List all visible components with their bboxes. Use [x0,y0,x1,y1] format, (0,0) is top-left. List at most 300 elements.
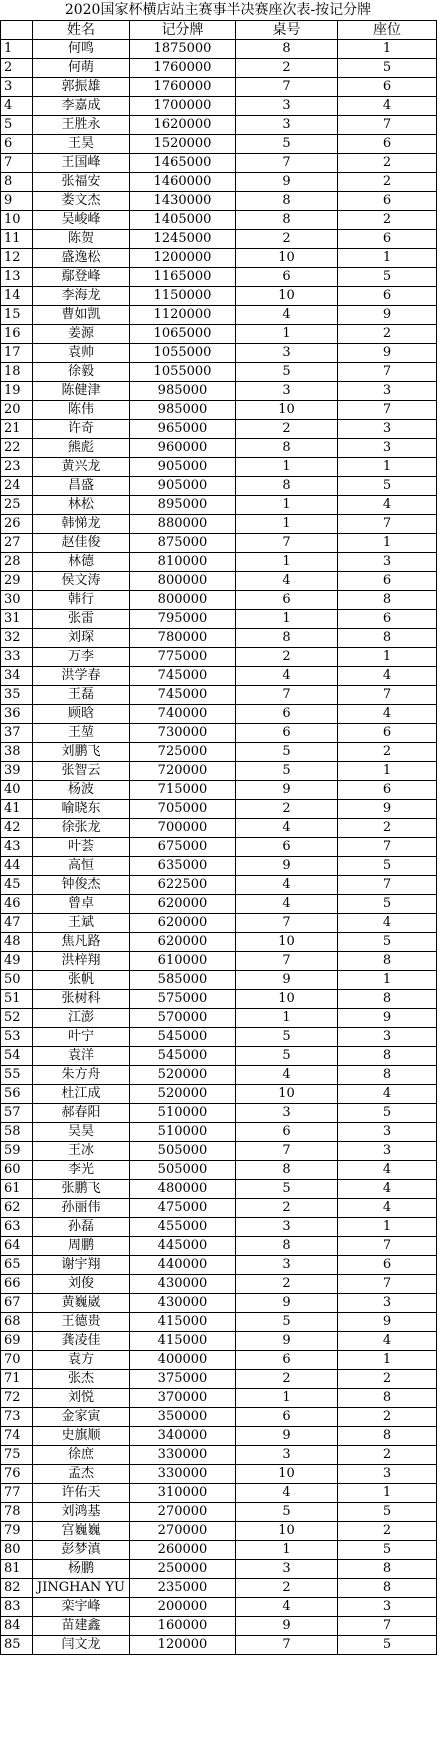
chip-count: 440000 [130,1256,236,1275]
row-index: 68 [1,1313,33,1332]
table-row [1,838,437,857]
row-index: 1 [1,40,33,59]
table-number: 3 [236,1104,338,1123]
seat-number: 4 [338,1161,437,1180]
row-index: 75 [1,1446,33,1465]
row-index: 57 [1,1104,33,1123]
player-name: 刘悦 [33,1389,130,1408]
player-name: 袁方 [33,1351,130,1370]
table-row [1,705,437,724]
player-name: 史旗顺 [33,1427,130,1446]
chip-count: 520000 [130,1085,236,1104]
chip-count: 875000 [130,534,236,553]
table-row [1,914,437,933]
table-number: 9 [236,1617,338,1636]
table-number: 2 [236,1275,338,1294]
table-row [1,1465,437,1484]
row-index: 23 [1,458,33,477]
row-index: 84 [1,1617,33,1636]
player-name: 徐庶 [33,1446,130,1465]
player-name: 叶荟 [33,838,130,857]
row-index: 14 [1,287,33,306]
table-number: 8 [236,629,338,648]
chip-count: 235000 [130,1579,236,1598]
seat-number: 8 [338,1047,437,1066]
row-index: 78 [1,1503,33,1522]
player-name: 郭振雄 [33,78,130,97]
chip-count: 370000 [130,1389,236,1408]
player-name: 陈健津 [33,382,130,401]
seat-number: 6 [338,610,437,629]
table-number: 4 [236,572,338,591]
table-row [1,1237,437,1256]
table-number: 2 [236,1370,338,1389]
chip-count: 455000 [130,1218,236,1237]
player-name: 彭梦滇 [33,1541,130,1560]
chip-count: 400000 [130,1351,236,1370]
row-index: 73 [1,1408,33,1427]
player-name: 昌盛 [33,477,130,496]
row-index: 81 [1,1560,33,1579]
seat-number: 7 [338,686,437,705]
chip-count: 510000 [130,1123,236,1142]
header-table: 桌号 [236,21,338,40]
player-name: 宫巍巍 [33,1522,130,1541]
chip-count: 795000 [130,610,236,629]
table-number: 5 [236,363,338,382]
row-index: 47 [1,914,33,933]
chip-count: 1460000 [130,173,236,192]
row-index: 59 [1,1142,33,1161]
chip-count: 475000 [130,1199,236,1218]
table-number: 4 [236,1066,338,1085]
table-row [1,781,437,800]
row-index: 79 [1,1522,33,1541]
table-row [1,1275,437,1294]
table-row [1,1541,437,1560]
player-name: 孙磊 [33,1218,130,1237]
table-row [1,173,437,192]
table-row [1,382,437,401]
player-name: 刘鸿基 [33,1503,130,1522]
seat-number: 5 [338,1541,437,1560]
chip-count: 620000 [130,914,236,933]
table-row [1,344,437,363]
seat-number: 2 [338,1522,437,1541]
seat-number: 7 [338,1237,437,1256]
table-number: 8 [236,40,338,59]
table-number: 7 [236,1142,338,1161]
row-index: 67 [1,1294,33,1313]
row-index: 55 [1,1066,33,1085]
player-name: 许奇 [33,420,130,439]
seat-number: 6 [338,287,437,306]
seat-number: 9 [338,1009,437,1028]
row-index: 51 [1,990,33,1009]
table-number: 3 [236,116,338,135]
row-index: 25 [1,496,33,515]
player-name: 王德贵 [33,1313,130,1332]
player-name: 杨波 [33,781,130,800]
row-index: 30 [1,591,33,610]
row-index: 44 [1,857,33,876]
table-row [1,762,437,781]
table-row [1,1047,437,1066]
row-index: 43 [1,838,33,857]
row-index: 10 [1,211,33,230]
table-row [1,1617,437,1636]
table-row [1,78,437,97]
table-number: 2 [236,1579,338,1598]
table-row [1,1142,437,1161]
player-name: 洪梓翔 [33,952,130,971]
table-number: 5 [236,1180,338,1199]
table-row [1,971,437,990]
table-row [1,857,437,876]
seat-number: 3 [338,1294,437,1313]
row-index: 72 [1,1389,33,1408]
table-row [1,1408,437,1427]
chip-count: 120000 [130,1636,236,1655]
player-name: 韩行 [33,591,130,610]
seat-number: 9 [338,1313,437,1332]
table-row [1,192,437,211]
chip-count: 270000 [130,1522,236,1541]
chip-count: 1120000 [130,306,236,325]
seat-number: 5 [338,895,437,914]
seat-number: 4 [338,705,437,724]
player-name: 赵佳俊 [33,534,130,553]
chip-count: 620000 [130,933,236,952]
table-number: 8 [236,1237,338,1256]
table-number: 4 [236,1598,338,1617]
player-name: 洪学春 [33,667,130,686]
seat-number: 8 [338,1427,437,1446]
header-index [1,21,33,40]
table-number: 3 [236,382,338,401]
table-number: 4 [236,667,338,686]
chip-count: 675000 [130,838,236,857]
row-index: 63 [1,1218,33,1237]
row-index: 34 [1,667,33,686]
table-row [1,135,437,154]
table-row [1,1104,437,1123]
seat-number: 4 [338,1332,437,1351]
header-seat: 座位 [338,21,437,40]
player-name: 顾晗 [33,705,130,724]
row-index: 18 [1,363,33,382]
seat-number: 2 [338,743,437,762]
seat-number: 1 [338,762,437,781]
table-number: 8 [236,1161,338,1180]
seat-number: 6 [338,192,437,211]
seat-number: 6 [338,230,437,249]
seat-number: 9 [338,344,437,363]
table-number: 10 [236,933,338,952]
table-row [1,40,437,59]
table-number: 6 [236,838,338,857]
table-number: 5 [236,743,338,762]
chip-count: 780000 [130,629,236,648]
chip-count: 610000 [130,952,236,971]
chip-count: 985000 [130,401,236,420]
table-row [1,800,437,819]
player-name: 栾宇峰 [33,1598,130,1617]
row-index: 20 [1,401,33,420]
seat-number: 1 [338,1351,437,1370]
seat-number: 2 [338,1370,437,1389]
player-name: 高恒 [33,857,130,876]
row-index: 77 [1,1484,33,1503]
seat-number: 5 [338,933,437,952]
table-row [1,1636,437,1655]
seat-number: 2 [338,1408,437,1427]
row-index: 46 [1,895,33,914]
player-name: 谢宇翔 [33,1256,130,1275]
table-number: 3 [236,344,338,363]
row-index: 70 [1,1351,33,1370]
table-number: 5 [236,1503,338,1522]
row-index: 8 [1,173,33,192]
table-number: 6 [236,705,338,724]
table-number: 8 [236,211,338,230]
table-number: 1 [236,458,338,477]
chip-count: 725000 [130,743,236,762]
table-number: 4 [236,1484,338,1503]
seat-number: 6 [338,1256,437,1275]
seat-number: 6 [338,781,437,800]
player-name: 韩悌龙 [33,515,130,534]
seat-number: 2 [338,1446,437,1465]
player-name: 孙丽伟 [33,1199,130,1218]
chip-count: 415000 [130,1332,236,1351]
row-index: 49 [1,952,33,971]
chip-count: 545000 [130,1047,236,1066]
table-number: 7 [236,78,338,97]
chip-count: 1055000 [130,344,236,363]
table-row [1,933,437,952]
table-number: 1 [236,325,338,344]
chip-count: 730000 [130,724,236,743]
table-number: 10 [236,249,338,268]
chip-count: 310000 [130,1484,236,1503]
row-index: 48 [1,933,33,952]
chip-count: 800000 [130,591,236,610]
seat-number: 2 [338,325,437,344]
chip-count: 740000 [130,705,236,724]
row-index: 2 [1,59,33,78]
row-index: 17 [1,344,33,363]
seat-number: 2 [338,173,437,192]
table-number: 1 [236,1009,338,1028]
seat-number: 7 [338,838,437,857]
row-index: 7 [1,154,33,173]
table-body [1,40,437,1655]
player-name: 周鹏 [33,1237,130,1256]
table-number: 7 [236,534,338,553]
row-index: 38 [1,743,33,762]
row-index: 15 [1,306,33,325]
row-index: 56 [1,1085,33,1104]
table-row [1,667,437,686]
seat-number: 5 [338,1636,437,1655]
row-index: 31 [1,610,33,629]
table-row [1,325,437,344]
table-row [1,477,437,496]
table-row [1,1199,437,1218]
seat-number: 7 [338,876,437,895]
chip-count: 1245000 [130,230,236,249]
chip-count: 1465000 [130,154,236,173]
chip-count: 200000 [130,1598,236,1617]
seat-number: 1 [338,40,437,59]
chip-count: 330000 [130,1446,236,1465]
seat-number: 3 [338,1598,437,1617]
row-index: 29 [1,572,33,591]
row-index: 65 [1,1256,33,1275]
table-number: 2 [236,800,338,819]
player-name: 张帆 [33,971,130,990]
player-name: 徐张龙 [33,819,130,838]
table-row [1,1579,437,1598]
table-number: 5 [236,762,338,781]
table-row [1,1484,437,1503]
row-index: 3 [1,78,33,97]
chip-count: 430000 [130,1294,236,1313]
table-row [1,648,437,667]
player-name: 黄兴龙 [33,458,130,477]
table-row [1,420,437,439]
row-index: 71 [1,1370,33,1389]
chip-count: 340000 [130,1427,236,1446]
table-number: 6 [236,591,338,610]
player-name: 林德 [33,553,130,572]
chip-count: 1760000 [130,78,236,97]
chip-count: 705000 [130,800,236,819]
table-number: 5 [236,1047,338,1066]
seat-number: 9 [338,306,437,325]
player-name: 王堃 [33,724,130,743]
table-row [1,1180,437,1199]
table-row [1,1332,437,1351]
table-row [1,59,437,78]
table-row [1,1313,437,1332]
table-row [1,306,437,325]
table-row [1,363,437,382]
table-number: 6 [236,724,338,743]
player-name: 李海龙 [33,287,130,306]
table-number: 10 [236,401,338,420]
table-number: 10 [236,1085,338,1104]
header-name: 姓名 [33,21,130,40]
sheet-title: 2020国家杯横店站主赛事半决赛座次表-按记分牌 [64,2,372,18]
table-number: 4 [236,819,338,838]
row-index: 58 [1,1123,33,1142]
table-row [1,1218,437,1237]
row-index: 27 [1,534,33,553]
player-name: 许佑天 [33,1484,130,1503]
table-number: 6 [236,268,338,287]
table-number: 9 [236,781,338,800]
row-index: 11 [1,230,33,249]
row-index: 76 [1,1465,33,1484]
row-index: 69 [1,1332,33,1351]
table-number: 4 [236,876,338,895]
table-number: 3 [236,1218,338,1237]
seat-number: 3 [338,382,437,401]
chip-count: 330000 [130,1465,236,1484]
player-name: 姜源 [33,325,130,344]
table-number: 8 [236,192,338,211]
seat-number: 4 [338,914,437,933]
header-chips: 记分牌 [130,21,236,40]
player-name: 江澎 [33,1009,130,1028]
row-index: 45 [1,876,33,895]
table-row [1,572,437,591]
seat-number: 8 [338,990,437,1009]
player-name: 焦凡路 [33,933,130,952]
player-name: 闫文龙 [33,1636,130,1655]
row-index: 33 [1,648,33,667]
table-row [1,952,437,971]
chip-count: 1065000 [130,325,236,344]
seat-number: 3 [338,1465,437,1484]
chip-count: 445000 [130,1237,236,1256]
player-name: 杜江成 [33,1085,130,1104]
seat-number: 6 [338,572,437,591]
chip-count: 635000 [130,857,236,876]
row-index: 52 [1,1009,33,1028]
seat-number: 1 [338,249,437,268]
seat-number: 3 [338,1028,437,1047]
row-index: 6 [1,135,33,154]
player-name: 李光 [33,1161,130,1180]
table-row [1,1085,437,1104]
player-name: 鄢登峰 [33,268,130,287]
table-row [1,1294,437,1313]
player-name: 叶宁 [33,1028,130,1047]
chip-count: 545000 [130,1028,236,1047]
seat-number: 5 [338,1503,437,1522]
table-number: 5 [236,135,338,154]
player-name: 龚凌佳 [33,1332,130,1351]
table-row [1,591,437,610]
player-name: 吴昊 [33,1123,130,1142]
chip-count: 1430000 [130,192,236,211]
chip-count: 510000 [130,1104,236,1123]
table-row [1,211,437,230]
seat-number: 6 [338,78,437,97]
chip-count: 720000 [130,762,236,781]
table-number: 3 [236,97,338,116]
player-name: 熊彪 [33,439,130,458]
table-row [1,116,437,135]
table-row [1,629,437,648]
table-row [1,1351,437,1370]
row-index: 74 [1,1427,33,1446]
seat-number: 7 [338,1275,437,1294]
table-number: 4 [236,895,338,914]
table-number: 9 [236,971,338,990]
table-row [1,1009,437,1028]
player-name: 袁帅 [33,344,130,363]
player-name: 张智云 [33,762,130,781]
chip-count: 880000 [130,515,236,534]
player-name: 苗建鑫 [33,1617,130,1636]
row-index: 35 [1,686,33,705]
player-name: 黄巍崴 [33,1294,130,1313]
chip-count: 505000 [130,1161,236,1180]
